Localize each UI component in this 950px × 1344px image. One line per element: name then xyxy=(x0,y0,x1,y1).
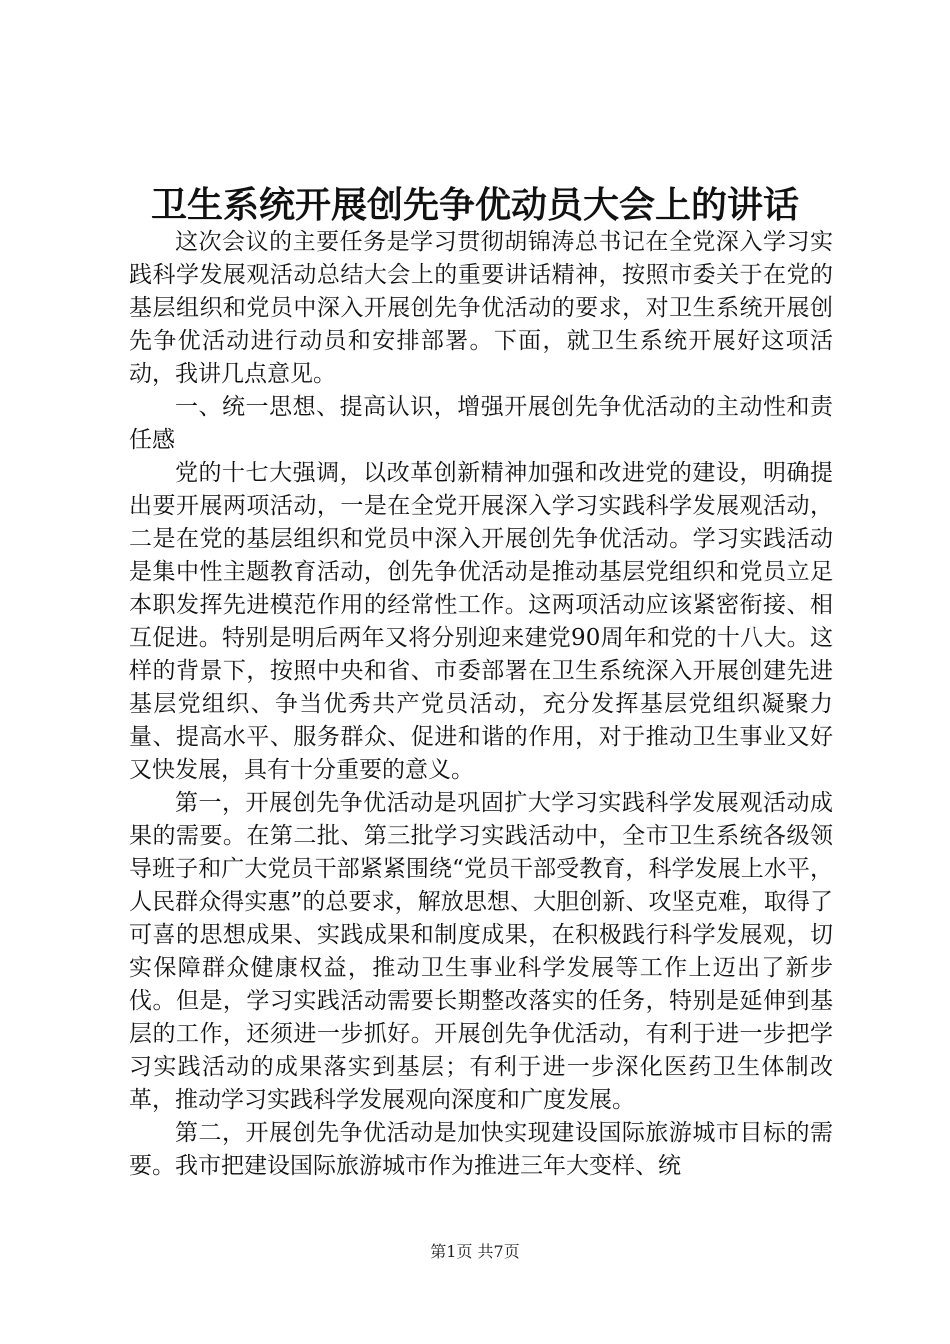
paragraph-background: 党的十七大强调，以改革创新精神加强和改进党的建设，明确提出要开展两项活动，一是在全党开展深入学习实践科学发展观活动，二是在党的基层组织和党员中深入开展创先争优活动。学习实践活动是集中性主题教育活动，创先争优活动是推动基层党组织和党员立足本职发挥先进模范作用的经常性工作。这两项活动应该紧密衔接、相互促进。特别是明后两年又将分别迎来建党90周年和党的十八大。这样的背景下，按照中央和省、市委部署在卫生系统深入开展创建先进基层党组织、争当优秀共产党员活动，充分发挥基层党组织凝聚力量、提高水平、服务群众、促进和谐的作用，对于推动卫生事业又好又快发展，具有十分重要的意义。 xyxy=(129,460,833,783)
document-body xyxy=(129,226,833,1183)
paragraph-intro: 这次会议的主要任务是学习贯彻胡锦涛总书记在全党深入学习实践科学发展观活动总结大会上的重要讲话精神，按照市委关于在党的基层组织和党员中深入开展创先争优活动的要求，对卫生系统开展创先争优活动进行动员和安排部署。下面，就卫生系统开展好这项活动，我讲几点意见。 xyxy=(129,229,833,387)
paragraph-point-2: 第二，开展创先争优活动是加快实现建设国际旅游城市目标的需要。我市把建设国际旅游城市作为推进三年大变样、统 xyxy=(129,1120,833,1179)
paragraph-point-1: 第一，开展创先争优活动是巩固扩大学习实践科学发展观活动成果的需要。在第二批、第三批学习实践活动中，全市卫生系统各级领导班子和广大党员干部紧紧围绕“党员干部受教育，科学发展上水平，人民群众得实惠”的总要求，解放思想、大胆创新、攻坚克难，取得了可喜的思想成果、实践成果和制度成果，在积极践行科学发展观，切实保障群众健康权益，推动卫生事业科学发展等工作上迈出了新步伐。但是，学习实践活动需要长期整改落实的任务，特别是延伸到基层的工作，还须进一步抓好。开展创先争优活动，有利于进一步把学习实践活动的成果落实到基层；有利于进一步深化医药卫生体制改革，推动学习实践科学发展观向深度和广度发展。 xyxy=(129,790,833,1113)
page-number-footer: 第1页 共7页 xyxy=(430,1242,520,1261)
section-heading-1: 一、统一思想、提高认识，增强开展创先争优活动的主动性和责任感 xyxy=(129,394,833,453)
document-title: 卫生系统开展创先争优动员大会上的讲话 xyxy=(150,184,799,226)
